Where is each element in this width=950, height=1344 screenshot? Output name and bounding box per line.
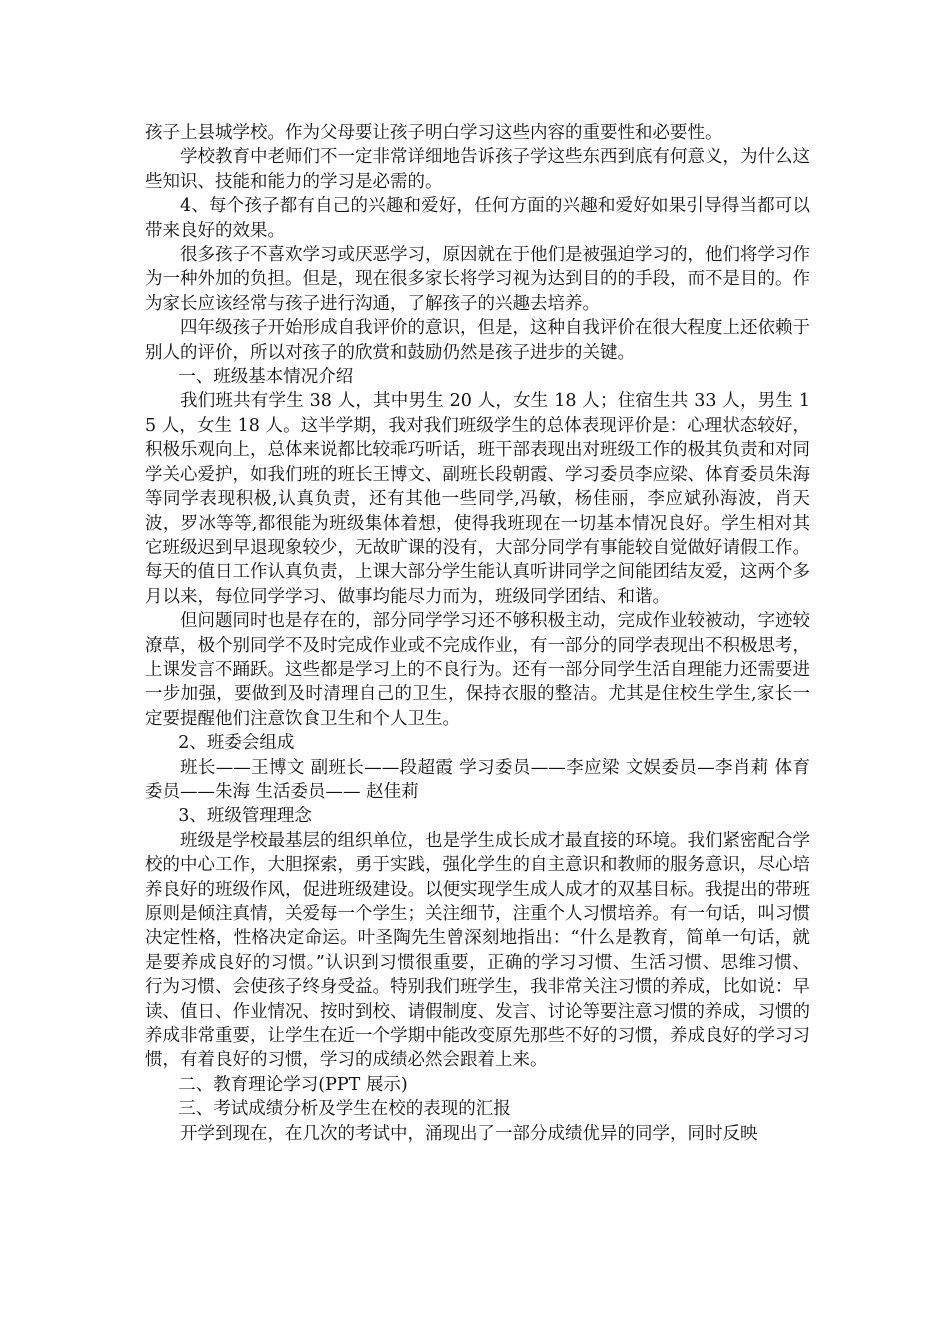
paragraph-committee-members: 班长——王博文 副班长——段超霞 学习委员——李应梁 文娱委员—李肖莉 体育委员——朱海 生活委员—— 赵佳莉	[145, 757, 810, 802]
paragraph-class-stats: 我们班共有学生 38 人，其中男生 20 人，女生 18 人；住宿生共 33 人，男生 15 人，女生 18 人。这半学期，我对我们班级学生的总体表现评价是：心理状态较好，积极乐观向上，总体来说都比较乖巧听话，班干部表现出对班级工作的极其负责和对同学关心爱护，如我们班的班长王博文、副班长段朝霞、学习委员李应梁、体育委员朱海等同学表现积极,认真负责，还有其他一些同学,冯敏，杨佳丽，李应斌孙海波，肖天波，罗冰等等,都很能为班级集体着想，使得我班现在一切基本情况良好。学生相对其它班级迟到早退现象较少，无故旷课的没有，大部分同学有事能较自觉做好请假工作。每天的值日工作认真负责，上课大部分学生能认真听讲同学之间能团结友爱，这两个多月以来，每位同学学习、做事均能尽力而为，班级同学团结、和谐。	[145, 391, 810, 607]
paragraph-5: 四年级孩子开始形成自我评价的意识，但是，这种自我评价在很大程度上还依赖于别人的评价，所以对孩子的欣赏和鼓励仍然是孩子进步的关键。	[145, 318, 810, 363]
section-heading-committee: 2、班委会组成	[178, 733, 295, 754]
section-heading-exam-analysis: 三、考试成绩分析及学生在校的表现的汇报	[178, 1099, 511, 1120]
paragraph-2: 学校教育中老师们不一定非常详细地告诉孩子学这些东西到底有何意义，为什么这些知识、技能和能力的学习是必需的。	[145, 147, 810, 192]
paragraph-3: 4、每个孩子都有自己的兴趣和爱好，任何方面的兴趣和爱好如果引导得当都可以带来良好的效果。	[145, 196, 810, 241]
paragraph-exam-intro: 开学到现在，在几次的考试中，涌现出了一部分成绩优异的同学，同时反映	[180, 1123, 758, 1144]
paragraph-4: 很多孩子不喜欢学习或厌恶学习，原因就在于他们是被强迫学习的，他们将学习作为一种外加的负担。但是，现在很多家长将学习视为达到目的的手段，而不是目的。作为家长应该经常与孩子进行沟通，了解孩子的兴趣去培养。	[145, 245, 810, 314]
section-heading-management: 3、班级管理理念	[178, 806, 312, 827]
section-heading-class-overview: 一、班级基本情况介绍	[178, 367, 354, 388]
paragraph-problems: 但问题同时也是存在的，部分同学学习还不够积极主动，完成作业较被动，字迹较潦草，极个别同学不及时完成作业或不完成作业，有一部分的同学表现出不积极思考，上课发言不踊跃。这些都是学习上的不良行为。还有一部分同学生活自理能力还需要进一步加强，要做到及时清理自己的卫生，保持衣服的整洁。尤其是住校生学生,家长一定要提醒他们注意饮食卫生和个人卫生。	[145, 611, 810, 729]
document-page	[145, 121, 810, 1146]
paragraph-management: 班级是学校最基层的组织单位，也是学生成长成才最直接的环境。我们紧密配合学校的中心工作，大胆探索，勇于实践，强化学生的自主意识和教师的服务意识，尽心培养良好的班级作风，促进班级建设。以便实现学生成人成才的双基目标。我提出的带班原则是倾注真情，关爱每一个学生；关注细节，注重个人习惯培养。有一句话，叫习惯决定性格，性格决定命运。叶圣陶先生曾深刻地指出：“什么是教育，简单一句话，就是要养成良好的习惯。”认识到习惯很重要，正确的学习习惯、生活习惯、思维习惯、行为习惯、会使孩子终身受益。特别我们班学生，我非常关注习惯的养成，比如说：早读、值日、作业情况、按时到校、请假制度、发言、讨论等要注意习惯的养成，习惯的养成非常重要，让学生在近一个学期中能改变原先那些不好的习惯，养成良好的学习习惯，有着良好的习惯，学习的成绩必然会跟着上来。	[145, 830, 810, 1071]
section-heading-theory: 二、教育理论学习(PPT 展示)	[178, 1074, 408, 1095]
paragraph-1: 孩子上县城学校。作为父母要让孩子明白学习这些内容的重要性和必要性。	[145, 123, 723, 143]
